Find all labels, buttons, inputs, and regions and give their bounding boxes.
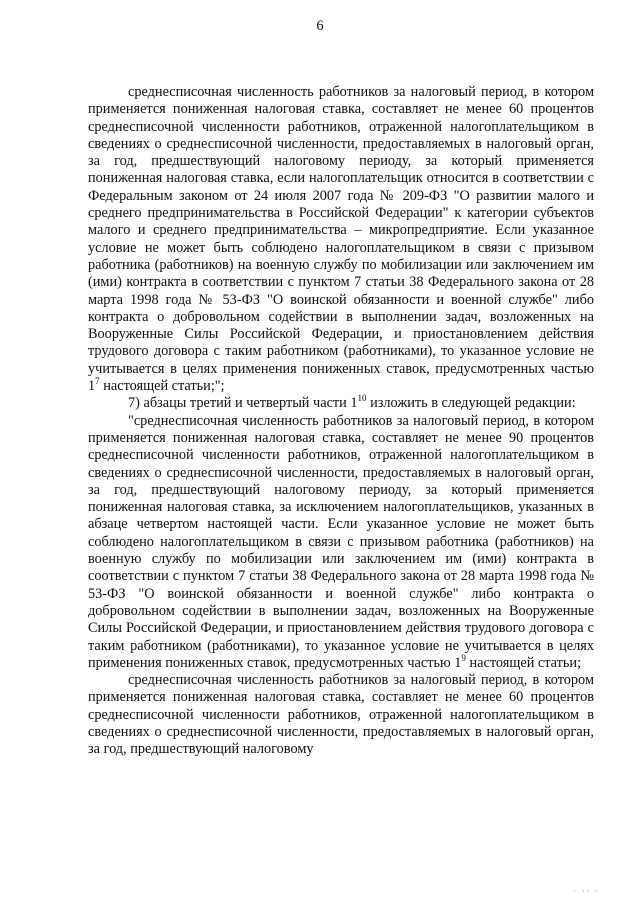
paragraph-2-text: 7) абзацы третий и четвертый части 1: [128, 395, 358, 412]
paragraph-2-tail: изложить в следующей редакции:: [366, 395, 576, 412]
body-text: [88, 84, 594, 759]
page-number: 6: [316, 18, 324, 34]
paragraph-1-text: среднесписочная численность работников за налоговый период, в котором применяется пониженная налоговая ставка, составляет не менее 60 процентов среднесписочной численности работников, отраженной налогоплательщиком в сведениях о среднесписочной численности, предоставляемых в налоговый орган, за год, предшествующий налоговому периоду, за который применяется пониженная налоговая ставка, если налогоплательщик относится в соответствии с Федеральным законом от 24 июля 2007 года № 209-ФЗ "О развитии малого и среднего предпринимательства в Российской Федерации" к категории субъектов малого и среднего предпринимательства – микропредприятие. Если указанное условие не может быть соблюдено налогоплательщиком в связи с призывом работника (работников) на военную службу по мобилизации или заключением им (ими) контракта в соответствии с пунктом 7 статьи 38 Федерального закона от 28 марта 1998 года № 53-ФЗ "О воинской обязанности и военной службе" либо контракта о добровольном содействии в выполнении задач, возложенных на Вооруженные Силы Российской Федерации, и приостановлением действия трудового договора с таким работником (работниками), то указанное условие не учитывается в целях применения пониженных ставок, предусмотренных частью 1: [88, 84, 594, 395]
paragraph-2: [88, 395, 594, 412]
paragraph-3: [88, 413, 594, 672]
paragraph-4: [88, 672, 594, 758]
superscript: 9: [461, 653, 466, 664]
paragraph-3-tail: настоящей статьи;: [465, 654, 582, 671]
paragraph-1: [88, 84, 594, 395]
superscript: 7: [95, 376, 100, 387]
paragraph-1-tail: настоящей статьи;";: [99, 378, 225, 395]
scan-artifact: · ·· ·: [573, 887, 600, 896]
paragraph-4-text: среднесписочная численность работников за налоговый период, в котором применяется пониженная налоговая ставка, составляет не менее 60 процентов среднесписочной численности работников, отраженной налогоплательщиком в сведениях о среднесписочной численности, предоставляемых в налоговый орган, за год, предшествующий налоговому: [88, 672, 594, 758]
superscript: 10: [357, 393, 367, 404]
paragraph-3-text: "среднесписочная численность работников за налоговый период, в котором применяется пониженная налоговая ставка, составляет не менее 90 процентов среднесписочной численности работников, отраженной налогоплательщиком в сведениях о среднесписочной численности, предоставляемых в налоговый орган, за год, предшествующий налоговому периоду, за который применяется пониженная налоговая ставка, за исключением налогоплательщиков, указанных в абзаце четвертом настоящей части. Если указанное условие не может быть соблюдено налогоплательщиком в связи с призывом работника (работников) на военную службу по мобилизации или заключением им (ими) контракта в соответствии с пунктом 7 статьи 38 Федерального закона от 28 марта 1998 года № 53-ФЗ "О воинской обязанности и военной службе" либо контракта о добровольном содействии в выполнении задач, возложенных на Вооруженные Силы Российской Федерации, и приостановлением действия трудового договора с таким работником (работниками), то указанное условие не учитывается в целях применения пониженных ставок, предусмотренных частью 1: [88, 412, 594, 671]
